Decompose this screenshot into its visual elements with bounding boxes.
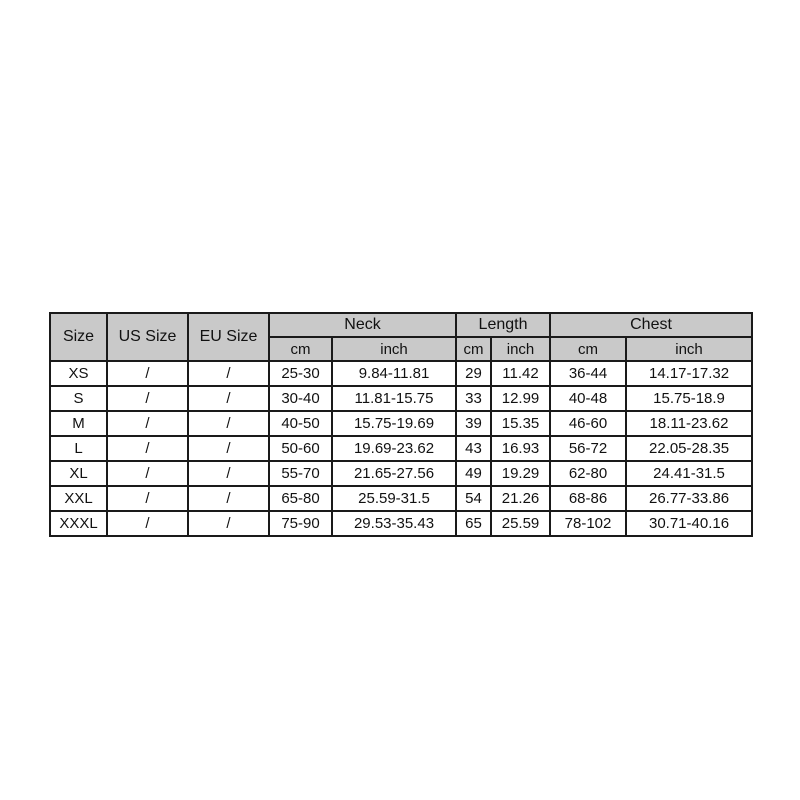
cell-length-cm: 43: [456, 436, 491, 461]
cell-chest-inch: 15.75-18.9: [626, 386, 752, 411]
cell-length-inch: 25.59: [491, 511, 550, 536]
cell-neck-inch: 11.81-15.75: [332, 386, 456, 411]
table-row: [50, 386, 752, 411]
header-length-cm: cm: [456, 337, 491, 361]
size-chart-table: [49, 312, 753, 537]
cell-chest-cm: 62-80: [550, 461, 626, 486]
cell-chest-cm: 46-60: [550, 411, 626, 436]
cell-us-size: /: [107, 411, 188, 436]
cell-chest-cm: 78-102: [550, 511, 626, 536]
cell-eu-size: /: [188, 461, 269, 486]
cell-length-cm: 33: [456, 386, 491, 411]
cell-neck-cm: 50-60: [269, 436, 332, 461]
cell-chest-inch: 24.41-31.5: [626, 461, 752, 486]
cell-us-size: /: [107, 361, 188, 386]
cell-us-size: /: [107, 461, 188, 486]
header-eu-size: EU Size: [188, 313, 269, 361]
cell-length-inch: 21.26: [491, 486, 550, 511]
cell-size: XXXL: [50, 511, 107, 536]
cell-chest-cm: 36-44: [550, 361, 626, 386]
cell-us-size: /: [107, 511, 188, 536]
cell-neck-cm: 40-50: [269, 411, 332, 436]
cell-length-cm: 65: [456, 511, 491, 536]
cell-length-inch: 19.29: [491, 461, 550, 486]
cell-chest-inch: 18.11-23.62: [626, 411, 752, 436]
cell-chest-inch: 14.17-17.32: [626, 361, 752, 386]
cell-size: XS: [50, 361, 107, 386]
cell-chest-cm: 68-86: [550, 486, 626, 511]
header-chest-cm: cm: [550, 337, 626, 361]
cell-neck-inch: 29.53-35.43: [332, 511, 456, 536]
table-row: [50, 411, 752, 436]
cell-neck-inch: 21.65-27.56: [332, 461, 456, 486]
cell-length-inch: 16.93: [491, 436, 550, 461]
cell-size: XXL: [50, 486, 107, 511]
cell-chest-inch: 30.71-40.16: [626, 511, 752, 536]
header-row-primary: [50, 313, 752, 337]
header-neck-cm: cm: [269, 337, 332, 361]
cell-length-inch: 15.35: [491, 411, 550, 436]
cell-neck-inch: 9.84-11.81: [332, 361, 456, 386]
cell-neck-inch: 19.69-23.62: [332, 436, 456, 461]
cell-eu-size: /: [188, 386, 269, 411]
table-row: [50, 461, 752, 486]
cell-chest-cm: 40-48: [550, 386, 626, 411]
header-neck-inch: inch: [332, 337, 456, 361]
table-row: [50, 436, 752, 461]
header-length-inch: inch: [491, 337, 550, 361]
cell-us-size: /: [107, 386, 188, 411]
cell-eu-size: /: [188, 411, 269, 436]
table-row: [50, 361, 752, 386]
table-row: [50, 511, 752, 536]
header-neck: Neck: [269, 313, 456, 337]
table-row: [50, 486, 752, 511]
header-length: Length: [456, 313, 550, 337]
cell-chest-inch: 26.77-33.86: [626, 486, 752, 511]
table-header: [50, 313, 752, 361]
cell-chest-inch: 22.05-28.35: [626, 436, 752, 461]
cell-us-size: /: [107, 436, 188, 461]
cell-length-cm: 29: [456, 361, 491, 386]
cell-neck-inch: 25.59-31.5: [332, 486, 456, 511]
cell-neck-cm: 55-70: [269, 461, 332, 486]
cell-length-inch: 12.99: [491, 386, 550, 411]
header-chest-inch: inch: [626, 337, 752, 361]
cell-neck-cm: 30-40: [269, 386, 332, 411]
cell-length-cm: 49: [456, 461, 491, 486]
cell-eu-size: /: [188, 361, 269, 386]
cell-eu-size: /: [188, 511, 269, 536]
header-us-size: US Size: [107, 313, 188, 361]
cell-size: XL: [50, 461, 107, 486]
cell-eu-size: /: [188, 436, 269, 461]
header-size: Size: [50, 313, 107, 361]
cell-length-cm: 39: [456, 411, 491, 436]
cell-size: S: [50, 386, 107, 411]
cell-size: M: [50, 411, 107, 436]
table-body: [50, 361, 752, 536]
cell-eu-size: /: [188, 486, 269, 511]
cell-neck-inch: 15.75-19.69: [332, 411, 456, 436]
cell-chest-cm: 56-72: [550, 436, 626, 461]
cell-us-size: /: [107, 486, 188, 511]
cell-size: L: [50, 436, 107, 461]
cell-neck-cm: 25-30: [269, 361, 332, 386]
cell-length-inch: 11.42: [491, 361, 550, 386]
cell-length-cm: 54: [456, 486, 491, 511]
cell-neck-cm: 65-80: [269, 486, 332, 511]
header-chest: Chest: [550, 313, 752, 337]
cell-neck-cm: 75-90: [269, 511, 332, 536]
